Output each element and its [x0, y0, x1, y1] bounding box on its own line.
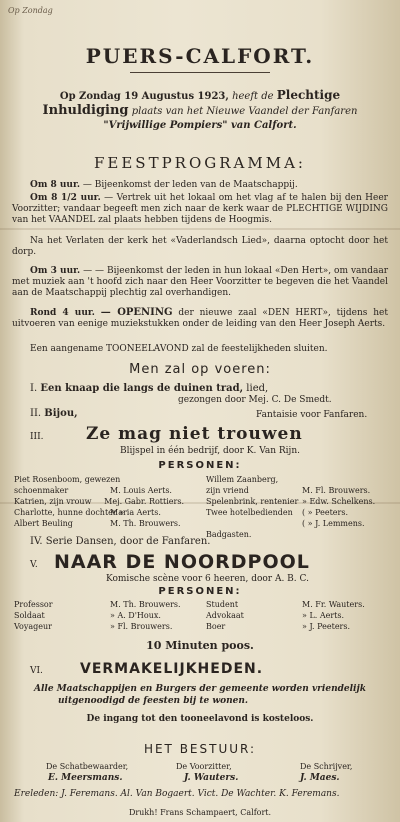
item-ii-tail: Fantaisie voor Fanfaren.	[256, 410, 368, 420]
item-vi-title: VERMAKELIJKHEDEN.	[80, 661, 264, 677]
cast-role: Spelenbrink, rentenier	[206, 497, 299, 506]
cast-row	[14, 507, 184, 518]
cast-actor: Maria Aerts.	[110, 508, 161, 517]
feest-p2: Om 8 1/2 uur. — Vertrek uit het lokaal om het vlag af te halen bij den Heer Voorzitter; vandaar begeeft men zich naar de kerk waar de PLECHTIGE WIJDING van het VAANDEL zal plaats hebben tijdens de Hoogmis.	[12, 193, 388, 225]
bestuur-role-1: De Schatbewaarder,	[46, 762, 129, 771]
cast-actor: ( » Peeters.	[302, 508, 349, 517]
item-i-sub: gezongen door Mej. C. De Smedt.	[178, 395, 332, 405]
feest-p5: Rond 4 uur. — OPENING der nieuwe zaal «DEN HERT», tijdens het uitvoeren van eenige muziekstukken onder de leiding van den Heer Joseph Aerts.	[12, 307, 388, 329]
opvoeren-heading: Men zal op voeren:	[129, 362, 271, 377]
invite-line-2: uitgenoodigd de feesten bij te wonen.	[58, 696, 249, 706]
cast-row	[206, 529, 392, 540]
personen2-left	[14, 599, 194, 632]
bestuur-heading: HET BESTUUR:	[143, 742, 257, 756]
invite-line-1: Alle Maatschappijen en Burgers der gemeente worden vriendelijk	[34, 684, 366, 694]
pause: 10 Minuten poos.	[146, 639, 254, 652]
item-iii-title: Ze mag niet trouwen	[86, 424, 303, 444]
intro-line-2: Inhuldiging plaats van het Nieuwe Vaandel der Fanfaren	[42, 103, 358, 118]
personen-right	[206, 474, 392, 540]
free-entry: De ingang tot den tooneelavond is kosteloos.	[86, 714, 314, 724]
cast-row	[206, 474, 392, 485]
top-left-note: Op Zondag	[8, 6, 53, 15]
item-v-sub: Komische scène voor 6 heeren, door A. B. C.	[106, 574, 309, 584]
cast-role	[206, 518, 302, 529]
cast-role: Soldaat	[14, 611, 45, 620]
cast-row	[206, 496, 392, 507]
bestuur-role-3: De Schrijver,	[300, 762, 353, 771]
cast-role: Katrien, zijn vrouw	[14, 497, 92, 506]
item-iii-num: III.	[30, 432, 44, 442]
cast-row	[206, 507, 392, 518]
cast-actor: Mej. Gabr. Rottiers.	[104, 497, 184, 506]
cast-role: Piet Rosenboom, gewezen	[14, 475, 121, 484]
ereleden: Ereleden: J. Feremans. Al. Van Bogaert. Vict. De Wachter. K. Feremans.	[14, 789, 340, 799]
cast-actor: M. Th. Brouwers.	[110, 600, 181, 609]
personen2-heading: PERSONEN:	[158, 586, 242, 597]
item-i: I. Een knaap die langs de duinen trad, lied,	[30, 383, 269, 394]
cast-row	[206, 485, 392, 496]
feest-p6: Een aangename TOONEELAVOND zal de feestelijkheden sluiten.	[30, 344, 328, 354]
cast-actor: » Fl. Brouwers.	[110, 622, 173, 631]
item-iv: IV. Serie Dansen, door de Fanfaren.	[30, 536, 211, 547]
personen2-right	[206, 599, 392, 632]
feest-p1: Om 8 uur. — Bijeenkomst der leden van de Maatschappij.	[30, 180, 298, 190]
cast-role: Willem Zaanberg,	[206, 475, 279, 484]
cast-role: Boer	[206, 622, 226, 631]
cast-row	[14, 518, 184, 529]
bestuur-role-2: De Voorzitter,	[176, 762, 232, 771]
cast-row	[206, 518, 392, 529]
cast-role: Twee hotelbedienden	[206, 508, 293, 517]
feest-p4: Om 3 uur. — — Bijeenkomst der leden in hun lokaal «Den Hert», om vandaar met muziek aan 't hoofd zich naar den Heer Voorzitter te begeven die het Vaandel aan de Maatschappij plechtig zal overhandigen.	[12, 266, 388, 298]
cast-role: Student	[206, 600, 239, 609]
item-ii: II. Bijou,	[30, 408, 78, 419]
cast-role: schoenmaker	[14, 486, 69, 495]
feest-heading: FEESTPROGRAMMA:	[94, 154, 306, 172]
cast-role: Albert Beuling	[14, 519, 73, 528]
cast-row	[14, 599, 194, 610]
bestuur-name-3: J. Maes.	[300, 773, 340, 783]
bestuur-name-2: J. Wauters.	[184, 773, 239, 783]
title-ornament	[130, 72, 270, 73]
cast-role: Badgasten.	[206, 530, 252, 539]
item-iii-sub: Blijspel in één bedrijf, door K. Van Rijn.	[120, 446, 301, 456]
intro-line-3: "Vrijwillige Pompiers" van Calfort.	[103, 120, 297, 131]
cast-row	[206, 610, 392, 621]
printer-credit: Drukh! Frans Schampaert, Calfort.	[128, 808, 272, 817]
personen-heading: PERSONEN:	[158, 460, 242, 471]
cast-role: Voyageur	[14, 622, 52, 631]
cast-actor: » L. Aerts.	[302, 611, 345, 620]
personen-left	[14, 474, 184, 529]
item-v-title: NAAR DE NOORDPOOL	[54, 551, 310, 573]
cast-row	[206, 599, 392, 610]
item-v-num: V.	[30, 560, 38, 570]
cast-actor: M. Fr. Wauters.	[302, 600, 365, 609]
cast-row	[14, 485, 184, 496]
cast-role: Professor	[14, 600, 53, 609]
cast-actor: M. Th. Brouwers.	[110, 519, 181, 528]
cast-actor: » A. D'Houx.	[110, 611, 161, 620]
cast-actor: ( » J. Lemmens.	[302, 519, 365, 528]
cast-row	[14, 474, 184, 485]
cast-row	[14, 496, 184, 507]
intro-line-1: Op Zondag 19 Augustus 1923, heeft de Plechtige	[59, 88, 341, 102]
cast-role: zijn vriend	[206, 486, 249, 495]
cast-actor: » Edw. Schelkens.	[302, 497, 376, 506]
feest-p3: Na het Verlaten der kerk het «Vaderlandsch Lied», daarna optocht door het dorp.	[12, 236, 388, 257]
item-vi-num: VI.	[30, 666, 43, 676]
cast-row	[14, 621, 194, 632]
cast-actor: M. Fl. Brouwers.	[302, 486, 371, 495]
cast-role: Charlotte, hunne dochter »	[14, 508, 125, 517]
cast-row	[14, 610, 194, 621]
page-title: PUERS-CALFORT.	[85, 44, 315, 68]
cast-role: Advokaat	[206, 611, 244, 620]
cast-actor: M. Louis Aerts.	[110, 486, 172, 495]
bestuur-name-1: E. Meersmans.	[48, 773, 123, 783]
cast-actor: » J. Peeters.	[302, 622, 351, 631]
fold-line	[0, 228, 400, 230]
cast-row	[206, 621, 392, 632]
